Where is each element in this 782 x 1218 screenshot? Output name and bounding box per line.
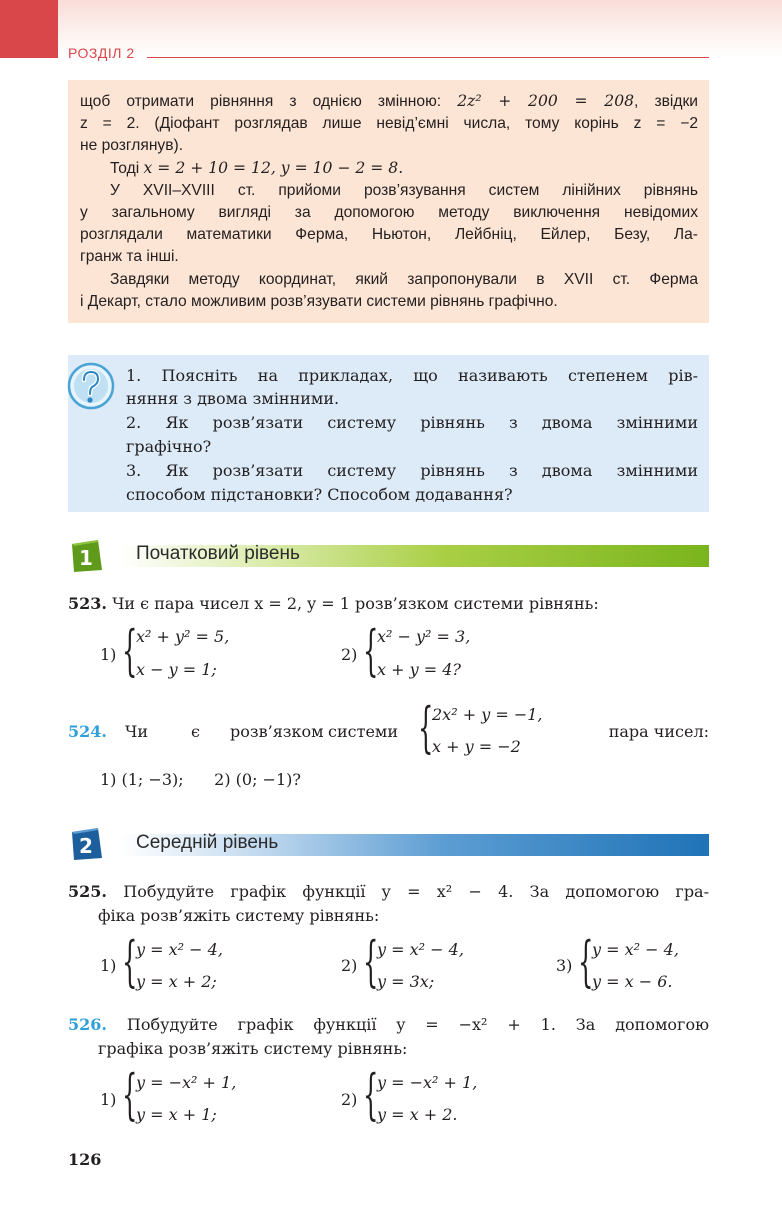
system-brace: { — [122, 930, 138, 993]
system-525-1-index: 1) — [100, 956, 117, 975]
system-525-3-equation-a: y = x² − 4, — [592, 940, 679, 959]
problem-525-line-1 — [68, 880, 709, 904]
system-525-2-equation-a: y = x² − 4, — [377, 940, 464, 959]
history-line-1-text: щоб отримати рівняння з однією змінною: — [80, 93, 458, 110]
question-2-line-1: 2. Як розв’язати систему рівнянь з двома змінними — [126, 413, 698, 432]
system-525-1-equation-a: y = x² − 4, — [136, 940, 223, 959]
level-2-badge-number: 2 — [79, 834, 93, 858]
level-1-title: Початковий рівень — [136, 543, 300, 564]
level-1-badge-number: 1 — [79, 546, 93, 570]
system-524-equation-a: 2x² + y = −1, — [432, 705, 543, 724]
system-525-3-index: 3) — [556, 956, 573, 975]
system-523-2-equation-a: x² − y² = 3, — [377, 627, 471, 646]
level-2-badge-icon — [68, 826, 104, 862]
question-3-line-2: способом підстановки? Способом додавання? — [126, 485, 513, 504]
chapter-tab — [0, 0, 58, 58]
system-brace: { — [363, 930, 379, 993]
problem-524-word-2: є — [191, 722, 200, 741]
history-line-9: Завдяки методу координат, який запропонували в XVII ст. Ферма — [110, 271, 698, 288]
history-line-4 — [80, 157, 698, 180]
problem-526-number: 526. — [68, 1015, 107, 1034]
system-523-1-equation-a: x² + y² = 5, — [136, 627, 230, 646]
problem-524-word-3: розв’язком — [230, 722, 324, 741]
history-line-4-text: Тоді — [110, 160, 144, 177]
system-525-3-equation-b: y = x − 6. — [592, 972, 673, 991]
history-line-5: У XVII–XVIII ст. прийоми розв’язування систем лінійних рівнянь — [110, 182, 698, 199]
problem-526-line-1 — [68, 1013, 709, 1037]
problem-524-number — [68, 720, 107, 744]
system-526-2-equation-b: y = x + 2. — [377, 1105, 458, 1124]
history-line-4-equation: x = 2 + 10 = 12, y = 10 − 2 = 8. — [143, 159, 404, 177]
history-line-1-equation: 2z² + 200 = 208 — [457, 92, 635, 110]
system-526-2-equation-a: y = −x² + 1, — [377, 1073, 478, 1092]
system-523-2-equation-b: x + y = 4? — [377, 660, 461, 679]
history-line-10: і Декарт, стало можливим розв’язувати системи рівнянь графічно. — [80, 293, 558, 310]
system-523-1-index: 1) — [100, 645, 117, 664]
system-524-equation-b: x + y = −2 — [432, 737, 521, 756]
problem-525-text-a: Побудуйте графік функції y = x² − 4. За допомогою гра- — [123, 882, 710, 901]
problem-525-number: 525. — [68, 882, 107, 901]
system-brace: { — [418, 696, 434, 759]
system-525-2-index: 2) — [341, 956, 358, 975]
system-525-1-equation-b: y = x + 2; — [136, 972, 217, 991]
history-line-6: у загальному вигляді за допомогою методу виключення невідомих — [80, 204, 698, 221]
question-3-line-1: 3. Як розв’язати систему рівнянь з двома змінними — [126, 461, 698, 480]
problem-523-text: Чи є пара чисел x = 2, y = 1 розв’язком системи рівнянь: — [112, 594, 599, 613]
level-2-title: Середній рівень — [136, 832, 279, 853]
page-number: 126 — [68, 1150, 102, 1169]
history-line-8: гранж та інші. — [80, 248, 179, 265]
system-523-2-index: 2) — [341, 645, 358, 664]
problem-526-text-a: Побудуйте графік функції y = −x² + 1. За допомогою — [126, 1015, 710, 1034]
problem-524-word-1: Чи — [125, 722, 149, 741]
section-label: РОЗДІЛ 2 — [68, 45, 135, 61]
question-1-line-2: няння з двома змінними. — [126, 389, 340, 408]
system-brace: { — [122, 619, 138, 682]
system-526-2-index: 2) — [341, 1090, 358, 1109]
history-line-7: розглядали математики Ферма, Ньютон, Лейбніц, Ейлер, Безу, Ла- — [80, 226, 698, 243]
history-line-1 — [80, 90, 698, 113]
system-brace: { — [122, 1063, 138, 1126]
system-526-1-index: 1) — [100, 1090, 117, 1109]
problem-523 — [68, 592, 709, 616]
system-526-1-equation-a: y = −x² + 1, — [136, 1073, 237, 1092]
question-2-line-2: графічно? — [126, 437, 212, 456]
system-brace: { — [363, 619, 379, 682]
problem-525-line-2: фіка розв’яжіть систему рівнянь: — [98, 906, 380, 925]
section-divider — [147, 57, 709, 58]
level-1-badge-icon — [68, 538, 104, 574]
system-523-1-equation-b: x − y = 1; — [136, 660, 217, 679]
system-526-1-equation-b: y = x + 1; — [136, 1105, 217, 1124]
system-brace: { — [363, 1063, 379, 1126]
problem-524-word-4: системи — [328, 722, 399, 741]
problem-524-num: 524. — [68, 722, 107, 741]
problem-526-line-2: графіка розв’яжіть систему рівнянь: — [98, 1039, 408, 1058]
problem-523-number: 523. — [68, 594, 107, 613]
problem-524-tail: пара чисел: — [608, 722, 709, 741]
question-1-line-1: 1. Поясніть на прикладах, що називають степенем рів- — [126, 366, 698, 385]
history-line-1-suffix: , звідки — [634, 93, 698, 110]
history-line-2: z = 2. (Діофант розглядав лише невід’ємні числа, тому корінь z = −2 — [80, 115, 698, 132]
question-mark-icon — [67, 362, 115, 410]
system-brace: { — [578, 930, 594, 993]
problem-524-answers: 1) (1; −3); 2) (0; −1)? — [100, 770, 301, 789]
system-525-2-equation-b: y = 3x; — [377, 972, 435, 991]
history-line-3: не розглянув). — [80, 137, 184, 154]
